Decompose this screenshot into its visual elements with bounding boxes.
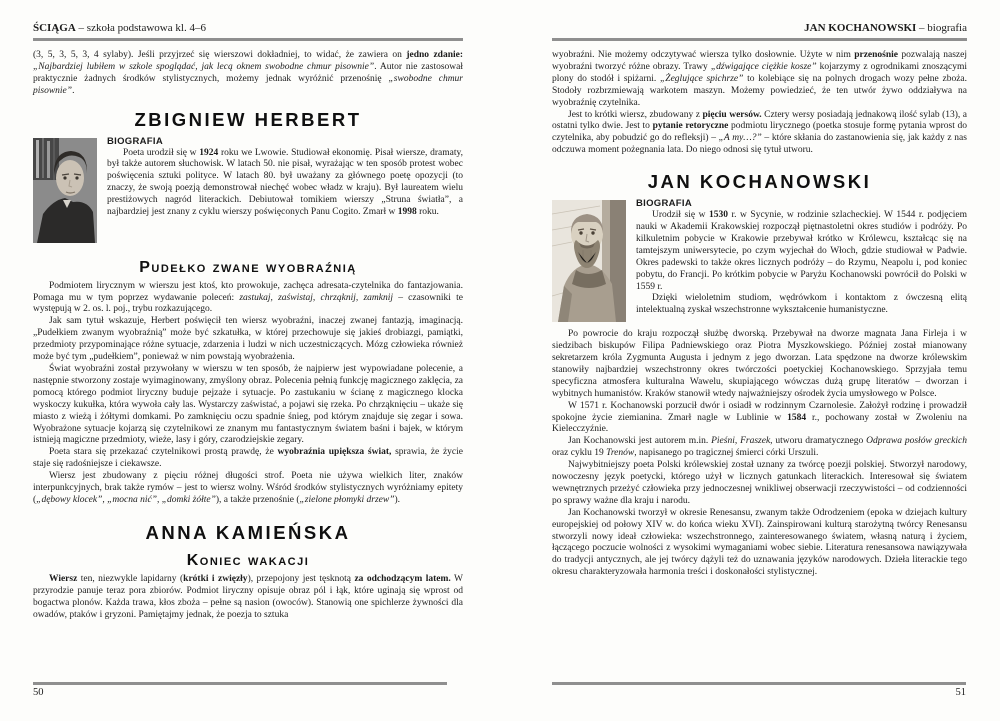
left-footer-rule: [33, 682, 447, 685]
right-page-footer: [552, 682, 966, 699]
right-footer-rule: [552, 682, 966, 685]
right-page: [552, 22, 967, 579]
right-running-header-title: JAN KOCHANOWSKI: [804, 22, 917, 34]
pudelko-paragraph: Podmiotem lirycznym w wierszu jest ktoś, kto prowokuje, zachęca adresata-czytelnika do fantazjowania. Pomaga mu w tym poprzez wydawanie poleceń: zastukaj, zaświstaj, chrząknij, zamknij – czasowniki te występują w 2. os. l. poj., trybu rozkazującego.: [33, 280, 463, 315]
left-continuation-paragraph: (3, 5, 3, 5, 3, 4 sylaby). Jeśli przyjrzeć się wierszowi dokładniej, to widać, że zawiera on jedno zdanie: „Najbardziej lubiłem w szkole spoglądać, jak lecą oknem swobodne chmur pisownie”. Autor nie zastosował praktycznie żadnych środków stylistycznych, możemy jednak wyróżnić przenośnię „swobodne chmur pisownie”.: [33, 50, 464, 96]
kochanowski-portrait-engraving: [552, 200, 626, 327]
kochanowski-bio-paragraph: Dzięki wieloletnim studiom, wędrówkom i kontaktom z ówczesną elitą intelektualną zyskał wszechstronne wykształcenie humanistyczne.: [636, 293, 967, 316]
kamienska-title: ANNA KAMIEŃSKA: [145, 521, 351, 543]
left-page: [33, 22, 463, 621]
right-continuation-paragraph: Jest to krótki wiersz, zbudowany z pięciu wersów. Cztery wersy posiadają jednakową ilość sylab (13), a ostatni tylko dwie. Jest to pytanie retoryczne podmiotu lirycznego (poetka stosuje formę pytania wprost do czytelnika, aby pobudzić go do refleksji) – „A my…?” – które skłania do zastanowienia się, jak każdy z nas odczuwa moment pożegnania lata. Do niego odnosi się tytuł utworu.: [552, 109, 967, 156]
right-continuation-paragraph: wyobraźni. Nie możemy odczytywać wiersza tylko dosłownie. Użyte w nim przenośnie pozwalają naszej wyobraźni tworzyć różne obrazy. Trawy „dźwigające ciężkie kosze” kojarzymy z ogrodnikami znoszącymi plony do stodół i spiżarni. „Żeglujące spichrze” to kolebiące się na polnych drogach wozy pełne zboża. Stodoły rozbrzmiewają warkotem maszyn. Możemy powiedzieć, że ten utwór żywo oddziaływa na wyobraźnię czytelnika.: [552, 50, 967, 108]
pudelko-paragraph: Jak sam tytuł wskazuje, Herbert poświęcił ten wiersz wyobraźni, inaczej zwanej fantazją, imaginacją. „Pudełkiem zwanym wyobraźnią” może być szkatułka, w której przechowuje się jakieś drobiazgi, pamiątki, przedmioty przypominające różne sytuacje, zdarzenia i ludzi w nich uczestniczących. Mózg człowieka również może być tym „pudełkiem”, ponieważ w nim powstają wyobrażenia.: [33, 316, 463, 363]
right-running-header-subtitle: – biografia: [916, 22, 967, 34]
kochanowski-bio-block: [552, 198, 967, 329]
kochanowski-title: JAN KOCHANOWSKI: [647, 171, 872, 193]
herbert-bio-paragraph: Poeta urodził się w 1924 roku we Lwowie. Studiował ekonomię. Pisał wiersze, dramaty, był także autorem słuchowisk. W latach 50. nie pisał, wyrażając w ten sposób protest wobec poświęcenia sztuki polityce. W latach 80. był uważany za głównego poetę opozycji (to znaczy, że swoją poezją demonstrował niechęć wobec władz w kraju). Był laureatem wielu prestiżowych nagród literackich. Debiutował tomikiem wierszy „Struna światła”, a najbardziej jest znany z cyklu wierszy poświęconych Panu Cogito. Zmarł w 1998 roku.: [107, 147, 463, 218]
left-running-header: [33, 22, 463, 34]
left-running-header-title: ŚCIĄGA: [33, 22, 76, 34]
herbert-bio-block: [33, 136, 463, 250]
pudelko-section-title: Pudełko zwane wyobraźnią: [139, 258, 357, 276]
left-header-rule: [33, 38, 463, 41]
kochanowski-biografia-label: BIOGRAFIA: [636, 198, 693, 210]
koniec-wakacji-paragraph: Wiersz ten, niezwykle lapidarny (krótki i zwięzły), przepojony jest tęsknotą za odchodzącym latem. W przyrodzie panuje teraz pora zbiorów. Podmiot liryczny opisuje obraz pól i łąk, które uginają się wprost od bogactwa plonów. Każda trawa, kłos zboża – pełne są nasion (owoców). Stanowią one spichlerze żywności dla owadów, ptaków i gryzoni. Pamiętajmy jednak, że poezja to sztuka: [33, 573, 464, 620]
kochanowski-bio-paragraph: W 1571 r. Kochanowski porzucił dwór i osiadł w rodzinnym Czarnolesie. Założył rodzinę i prowadził spokojne życie ziemianina. Zmarł nagle w Lublinie w 1584 r., pochowany został w Zwoleniu na Kielecczyźnie.: [552, 400, 968, 435]
pudelko-paragraph: Wiersz jest zbudowany z pięciu różnej długości strof. Poeta nie używa wielkich liter, znaków interpunkcyjnych, brak także rymów – jest to wiersz wolny. Wśród środków stylistycznych wyróżniamy epitety („dębowy klocek”, „mocna nić”, „domki żółte”), a także przenośnie („zielone płomyki drzew”).: [33, 471, 463, 505]
pudelko-paragraph: Świat wyobraźni został przywołany w wierszu w ten sposób, że najpierw jest wypowiadane polecenie, a następnie stworzony zostaje wyimaginowany, zmyślony obraz. Polecenia pełnią funkcję magicznego zaklęcia, za pomocą którego podmiot liryczny buduje pejzaże i sytuacje. Po zastukaniu w ścianę z magicznego klocka wyskoczy kukułka, która wywoła cały las. Wystarczy zaświstać, a pojawi się rzeka. Po chrząknięciu – ukaże się miasto z wieżą i żółtymi domkami. Po zamknięciu oczu spadnie śnieg, pod którym znajduje się zegar i sowa. Wyobrażone sytuacje kojarzą się czytelnikowi ze znanym mu fantastycznym światem baśni i bajek, w którym istnieją magiczne przedmioty, wieże, lasy i góry, czarodziejskie zegary.: [33, 363, 463, 446]
kochanowski-bio-paragraph: Urodził się w 1530 r. w Sycynie, w rodzinie szlacheckiej. W 1544 r. podjęciem nauki w Akademii Krakowskiej rozpoczął piętnastoletni okres studiów i podróży. Po kilkuletnim pobycie w Krakowie przebywał krótko w Królewcu, kształcąc się na tamtejszym uniwersytecie, po czym wyjechał do Włoch, gdzie studiował w Padwie. Okres padewski to także okres licznych podróży – do Rzymu, Neapolu i, pod koniec pobytu, do Francji. Po krótkim pobycie w Paryżu Kochanowski powrócił do Polski w 1559 r.: [636, 210, 967, 292]
pudelko-paragraph: Poeta stara się przekazać czytelnikowi prostą prawdę, że wyobraźnia upiększa świat, sprawia, że życie staje się radośniejsze i ciekawsze.: [33, 447, 463, 470]
right-page-number: 51: [955, 687, 966, 698]
left-page-number: 50: [33, 687, 44, 698]
herbert-title: ZBIGNIEW HERBERT: [134, 108, 362, 130]
herbert-portrait-photo: [33, 138, 97, 248]
koniec-wakacji-section-title: Koniec wakacji: [186, 551, 310, 569]
right-running-header: [552, 22, 967, 34]
right-header-rule: [552, 38, 967, 41]
kochanowski-bio-paragraph: Po powrocie do kraju rozpoczął służbę dworską. Przebywał na dworze magnata Jana Firleja i w siedzibach biskupów Filipa Padniewskiego oraz Piotra Myszkowskiego. Później został mianowany sekretarzem króla Zygmunta Augusta i jednym z jego dworzan. Lata spędzone na dworze królewskim stanowiły najbardziej wszechstronny okres twórczości poetyckiej Kochanowskiego. Sprzyjała temu specyficzna atmosfera kulturalna Wawelu, skupiającego wówczas dużą grupę literatów – dworzan i wybitnych humanistów. Kraków stanowił wtedy najważniejszy ośrodek życia umysłowego w Polsce.: [552, 329, 967, 399]
kochanowski-bio-paragraph: Jan Kochanowski jest autorem m.in. Pieśni, Fraszek, utworu dramatycznego Odprawa posłów greckich oraz cyklu 19 Trenów, napisanego po tragicznej śmierci córki Urszuli.: [552, 436, 967, 459]
left-page-footer: [33, 682, 447, 699]
left-running-header-subtitle: – szkoła podstawowa kl. 4–6: [75, 22, 206, 34]
kochanowski-bio-paragraph: Najwybitniejszy poeta Polski królewskiej został uznany za twórcę poezji polskiej. Stworzył narodowy, nowoczesny język poetycki, którego użył w licznych gatunkach literackich. Interesował się światem wewnętrznych przeżyć człowieka przy jednoczesnej wnikliwej obserwacji rzeczywistości – od codzienności po sprawy ważne dla kraju i narodu.: [552, 460, 967, 506]
kochanowski-bio-paragraph: Jan Kochanowski tworzył w okresie Renesansu, zwanym także Odrodzeniem (epoka w dziejach kultury europejskiej od połowy XIV w. do końca wieku XVI). Zainspirowani kulturą starożytną twórcy Renesansu stworzyli nowy ideał człowieka: wszechstronnego, zainteresowanego światem, własną naturą i życiem, łączącego poczucie wolności z wysokimi wymaganiami wobec siebie. Literatura renesansowa nawiązywała do tradycji antycznych, ale jej twórcy dążyli też do uznawania języków narodowych. Dzieła literackie tego okresu charakteryzowała harmonia treści i doskonałości stylistycznej.: [552, 507, 967, 578]
herbert-biografia-label: BIOGRAFIA: [107, 135, 164, 147]
